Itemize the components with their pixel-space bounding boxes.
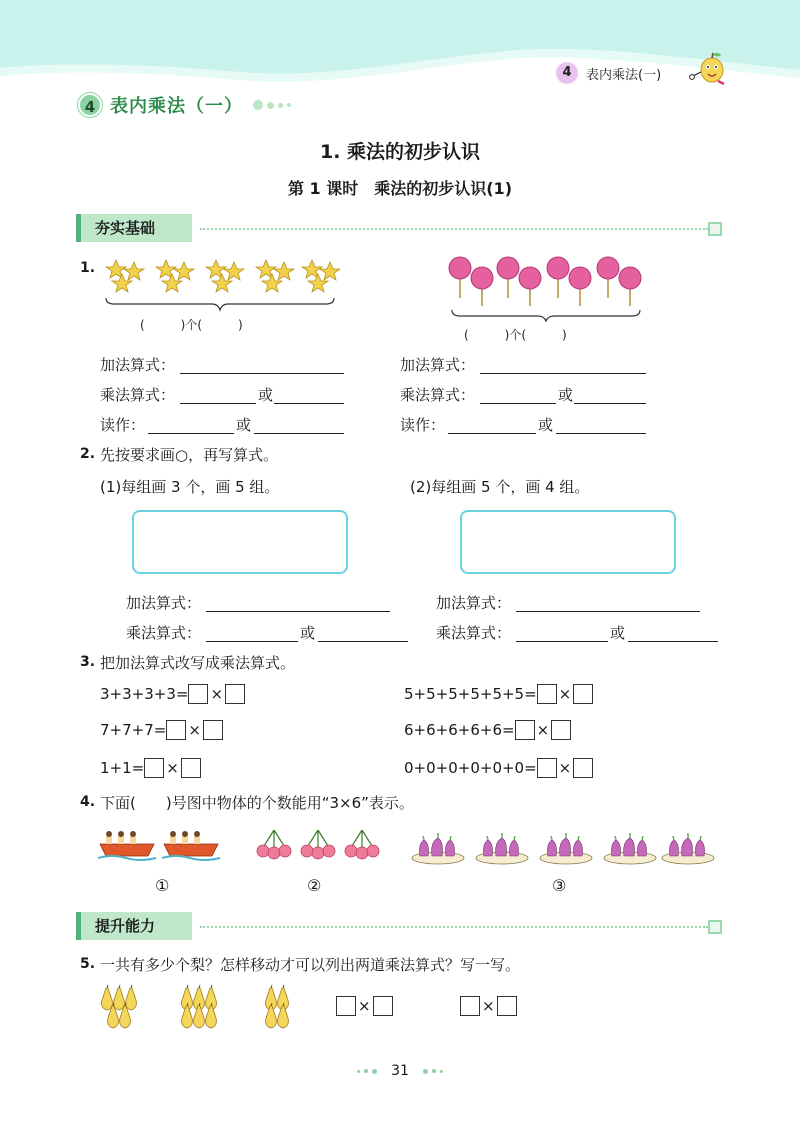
pears-illustration (98, 982, 308, 1032)
times-sign: × (558, 685, 572, 703)
equation-row (100, 684, 245, 704)
equation-row (404, 684, 593, 704)
q2-part1: (1)每组画 3 个，画 5 组。 (100, 478, 280, 496)
answer-box[interactable] (460, 996, 480, 1016)
answer-box[interactable] (336, 996, 356, 1016)
times-sign: × (358, 997, 371, 1015)
times-sign: × (482, 997, 495, 1015)
chapter-number-badge: 4 (556, 62, 578, 84)
answer-line[interactable] (180, 373, 344, 374)
stars-group-illustration (100, 254, 340, 312)
section-end-square (708, 222, 722, 236)
equation-text: 6+6+6+6+6= (404, 721, 515, 739)
equation-text: 1+1= (100, 759, 145, 777)
question-number: 4. (80, 794, 96, 810)
answer-box[interactable] (166, 720, 186, 740)
answer-box[interactable] (203, 720, 223, 740)
or-label: 或 (610, 624, 626, 642)
read-label: 读作： (400, 416, 446, 434)
q2-part2: (2)每组画 5 个，画 4 组。 (410, 478, 590, 496)
answer-line[interactable] (480, 373, 646, 374)
section-tab-advanced: 提升能力 (76, 912, 192, 940)
lesson-title: 1. 乘法的初步认识 (319, 141, 481, 163)
answer-box[interactable] (373, 996, 393, 1016)
page-number: 31 (391, 1063, 409, 1079)
title-dots-decoration (249, 100, 291, 110)
question-text: 先按要求画○，再写算式。 (100, 446, 279, 464)
answer-box[interactable] (188, 684, 208, 704)
equation-row (404, 758, 593, 778)
answer-box[interactable] (181, 758, 201, 778)
cherries-illustration (254, 826, 384, 864)
read-label: 读作： (100, 416, 146, 434)
answer-box[interactable] (573, 758, 593, 778)
or-label: 或 (258, 386, 274, 404)
lesson-subtitle: 第 1 课时 乘法的初步认识(1) (287, 179, 513, 198)
option-3-label: ③ (552, 876, 567, 895)
answer-line[interactable] (574, 403, 646, 404)
q1-left-caption: ( )个( ) (140, 318, 243, 332)
running-chapter-name: 表内乘法(一) (586, 68, 662, 83)
times-sign: × (558, 759, 572, 777)
question-text: 把加法算式改写成乘法算式。 (100, 654, 296, 672)
addition-label: 加法算式： (436, 594, 512, 612)
answer-expression (460, 996, 517, 1016)
multiplication-label: 乘法算式： (436, 624, 512, 642)
chapter-number-circle: 4 (78, 93, 102, 117)
answer-box[interactable] (573, 684, 593, 704)
section-divider (200, 228, 708, 230)
answer-line[interactable] (448, 433, 536, 434)
drawing-box-2[interactable] (460, 510, 676, 574)
answer-line[interactable] (318, 641, 408, 642)
times-sign: × (188, 721, 201, 739)
times-sign: × (166, 759, 179, 777)
answer-box[interactable] (144, 758, 164, 778)
q1-right-caption: ( )个( ) (464, 328, 567, 342)
addition-label: 加法算式： (100, 356, 176, 374)
answer-line[interactable] (180, 403, 256, 404)
equation-row (404, 720, 571, 740)
answer-line[interactable] (148, 433, 234, 434)
answer-box[interactable] (537, 684, 557, 704)
equation-text: 3+3+3+3= (100, 685, 189, 703)
or-label: 或 (558, 386, 574, 404)
or-label: 或 (236, 416, 252, 434)
question-text: 一共有多少个梨？怎样移动才可以列出两道乘法算式？写一写。 (100, 956, 521, 974)
multiplication-label: 乘法算式： (400, 386, 476, 404)
question-number: 5. (80, 956, 96, 972)
answer-line[interactable] (274, 403, 344, 404)
addition-label: 加法算式： (400, 356, 476, 374)
section-divider (200, 926, 708, 928)
boats-illustration (98, 826, 224, 862)
multiplication-label: 乘法算式： (126, 624, 202, 642)
answer-line[interactable] (480, 403, 556, 404)
page-number-row (0, 1063, 800, 1079)
answer-line[interactable] (628, 641, 718, 642)
question-number: 1. (80, 260, 96, 276)
option-1-label: ① (155, 876, 170, 895)
question-number: 3. (80, 654, 96, 670)
answer-line[interactable] (516, 611, 700, 612)
answer-box[interactable] (537, 758, 557, 778)
equation-text: 0+0+0+0+0+0= (404, 759, 537, 777)
dragon-fruit-plates-illustration (410, 826, 720, 866)
drawing-box-1[interactable] (132, 510, 348, 574)
times-sign: × (210, 685, 224, 703)
pear-mascot-icon (688, 50, 732, 86)
answer-box[interactable] (225, 684, 245, 704)
chapter-title: 表内乘法（一） (110, 96, 243, 117)
lollipops-group-illustration (444, 252, 648, 322)
equation-row (100, 720, 223, 740)
answer-line[interactable] (516, 641, 608, 642)
answer-line[interactable] (206, 641, 298, 642)
section-tab-basic: 夯实基础 (76, 214, 192, 242)
question-number: 2. (80, 446, 96, 462)
equation-text: 7+7+7= (100, 721, 167, 739)
chapter-heading (78, 92, 291, 118)
answer-box[interactable] (497, 996, 517, 1016)
answer-box[interactable] (551, 720, 571, 740)
times-sign: × (536, 721, 550, 739)
answer-line[interactable] (556, 433, 646, 434)
section-end-square (708, 920, 722, 934)
option-2-label: ② (307, 876, 322, 895)
answer-box[interactable] (515, 720, 535, 740)
equation-row (100, 758, 201, 778)
or-label: 或 (300, 624, 316, 642)
answer-line[interactable] (206, 611, 390, 612)
answer-expression (336, 996, 393, 1016)
answer-line[interactable] (254, 433, 344, 434)
addition-label: 加法算式： (126, 594, 202, 612)
multiplication-label: 乘法算式： (100, 386, 176, 404)
or-label: 或 (538, 416, 554, 434)
equation-text: 5+5+5+5+5+5= (404, 685, 537, 703)
question-text: 下面( )号图中物体的个数能用“3×6”表示。 (100, 794, 414, 812)
